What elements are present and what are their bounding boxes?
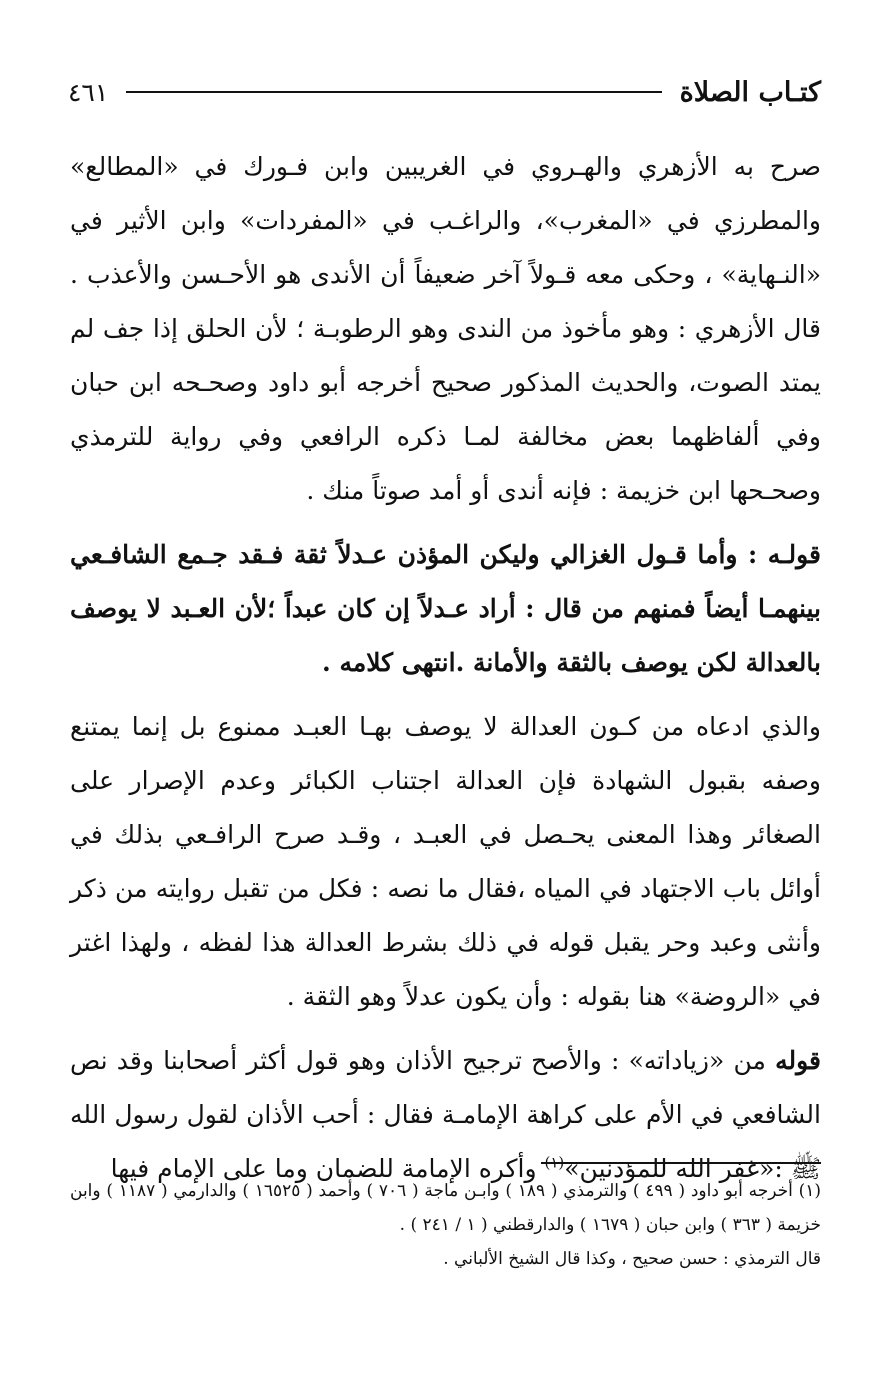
paragraph-2-quote: قولـه : وأما قـول الغزالي وليكن المؤذن عـدلاً ثقة فـقد جـمع الشافـعي بينهمـا أيضاً فمنهم من قال : أراد عـدلاً إن كان عبداً ؛لأن العـبد لا يوصف بالعدالة لكن يوصف بالثقة والأمانة .انتهى كلامه . <box>70 540 821 677</box>
footnote-ref: (١) <box>544 1153 565 1172</box>
main-text <box>70 140 821 1206</box>
footnote-1: (١) أخرجه أبو داود ( ٤٩٩ ) والترمذي ( ١٨٩ ) وابـن ماجة ( ٧٠٦ ) وأحمد ( ١٦٥٢٥ ) والدارمي ( ١١٨٧ ) وابن خزيمة ( ٣٦٣ ) وابن حبان ( ١٦٧٩ ) والدارقطني ( ١ / ٢٤١ ) . <box>70 1181 821 1235</box>
footnotes <box>70 1174 821 1276</box>
paragraph-4-tail: وأكره الإمامة للضمان وما على الإمام فيها <box>110 1154 545 1183</box>
paragraph-1: صرح به الأزهري والهـروي في الغريبين وابن فـورك في «المطالع» والمطرزي في «المغرب»، والراغـب في «المفردات» وابن الأثير في «النـهاية» ، وحكى معه قـولاً آخر ضعيفاً أن الأندى هو الأحـسن والأعذب . قال الأزهري : وهو مأخوذ من الندى وهو الرطوبـة ؛ لأن الحلق إذا جف لم يمتد الصوت، والحديث المذكور صحيح أخرجه أبو داود وصحـحه ابن حبان وفي ألفاظهما بعض مخالفة لمـا ذكره الرافعي وفي رواية للترمذي وصحـحها ابن خزيمة : فإنه أندى أو أمد صوتاً منك . <box>70 152 821 505</box>
page-number: ٤٦١ <box>68 77 109 107</box>
header-rule <box>126 91 661 93</box>
paragraph-4-lead: قوله <box>775 1046 821 1075</box>
footnote-rule <box>541 1162 821 1164</box>
paragraph-4-text: من «زياداته» : والأصح ترجيح الأذان وهو قول أكثر أصحابنا وقد نص الشافعي في الأم على كراهة الإمامـة فقال : أحب الأذان لقول رسول الله ﷺ :«غفر الله للمؤذنين» <box>70 1046 821 1183</box>
footnote-1-comment: قال الترمذي : حسن صحيح ، وكذا قال الشيخ الألباني . <box>443 1249 821 1269</box>
chapter-title: كتـاب الصلاة <box>679 76 821 108</box>
paragraph-4 <box>70 1034 821 1196</box>
running-header <box>68 72 821 112</box>
paragraph-3: والذي ادعاه من كـون العدالة لا يوصف بهـا العبـد ممنوع بل إنما يمتنع وصفه بقبول الشهادة فإن العدالة اجتناب الكبائر وعدم الإصرار على الصغائر وهذا المعنى يحـصل في العبـد ، وقـد صرح الرافـعي بذلك في أوائل باب الاجتهاد في المياه ،فقال ما نصه : فكل من تقبل روايته من ذكر وأنثى وعبد وحر يقبل قوله في ذلك بشرط العدالة هذا لفظه ، ولهذا اغتر في «الروضة» هنا بقوله : وأن يكون عدلاً وهو الثقة . <box>70 712 821 1011</box>
